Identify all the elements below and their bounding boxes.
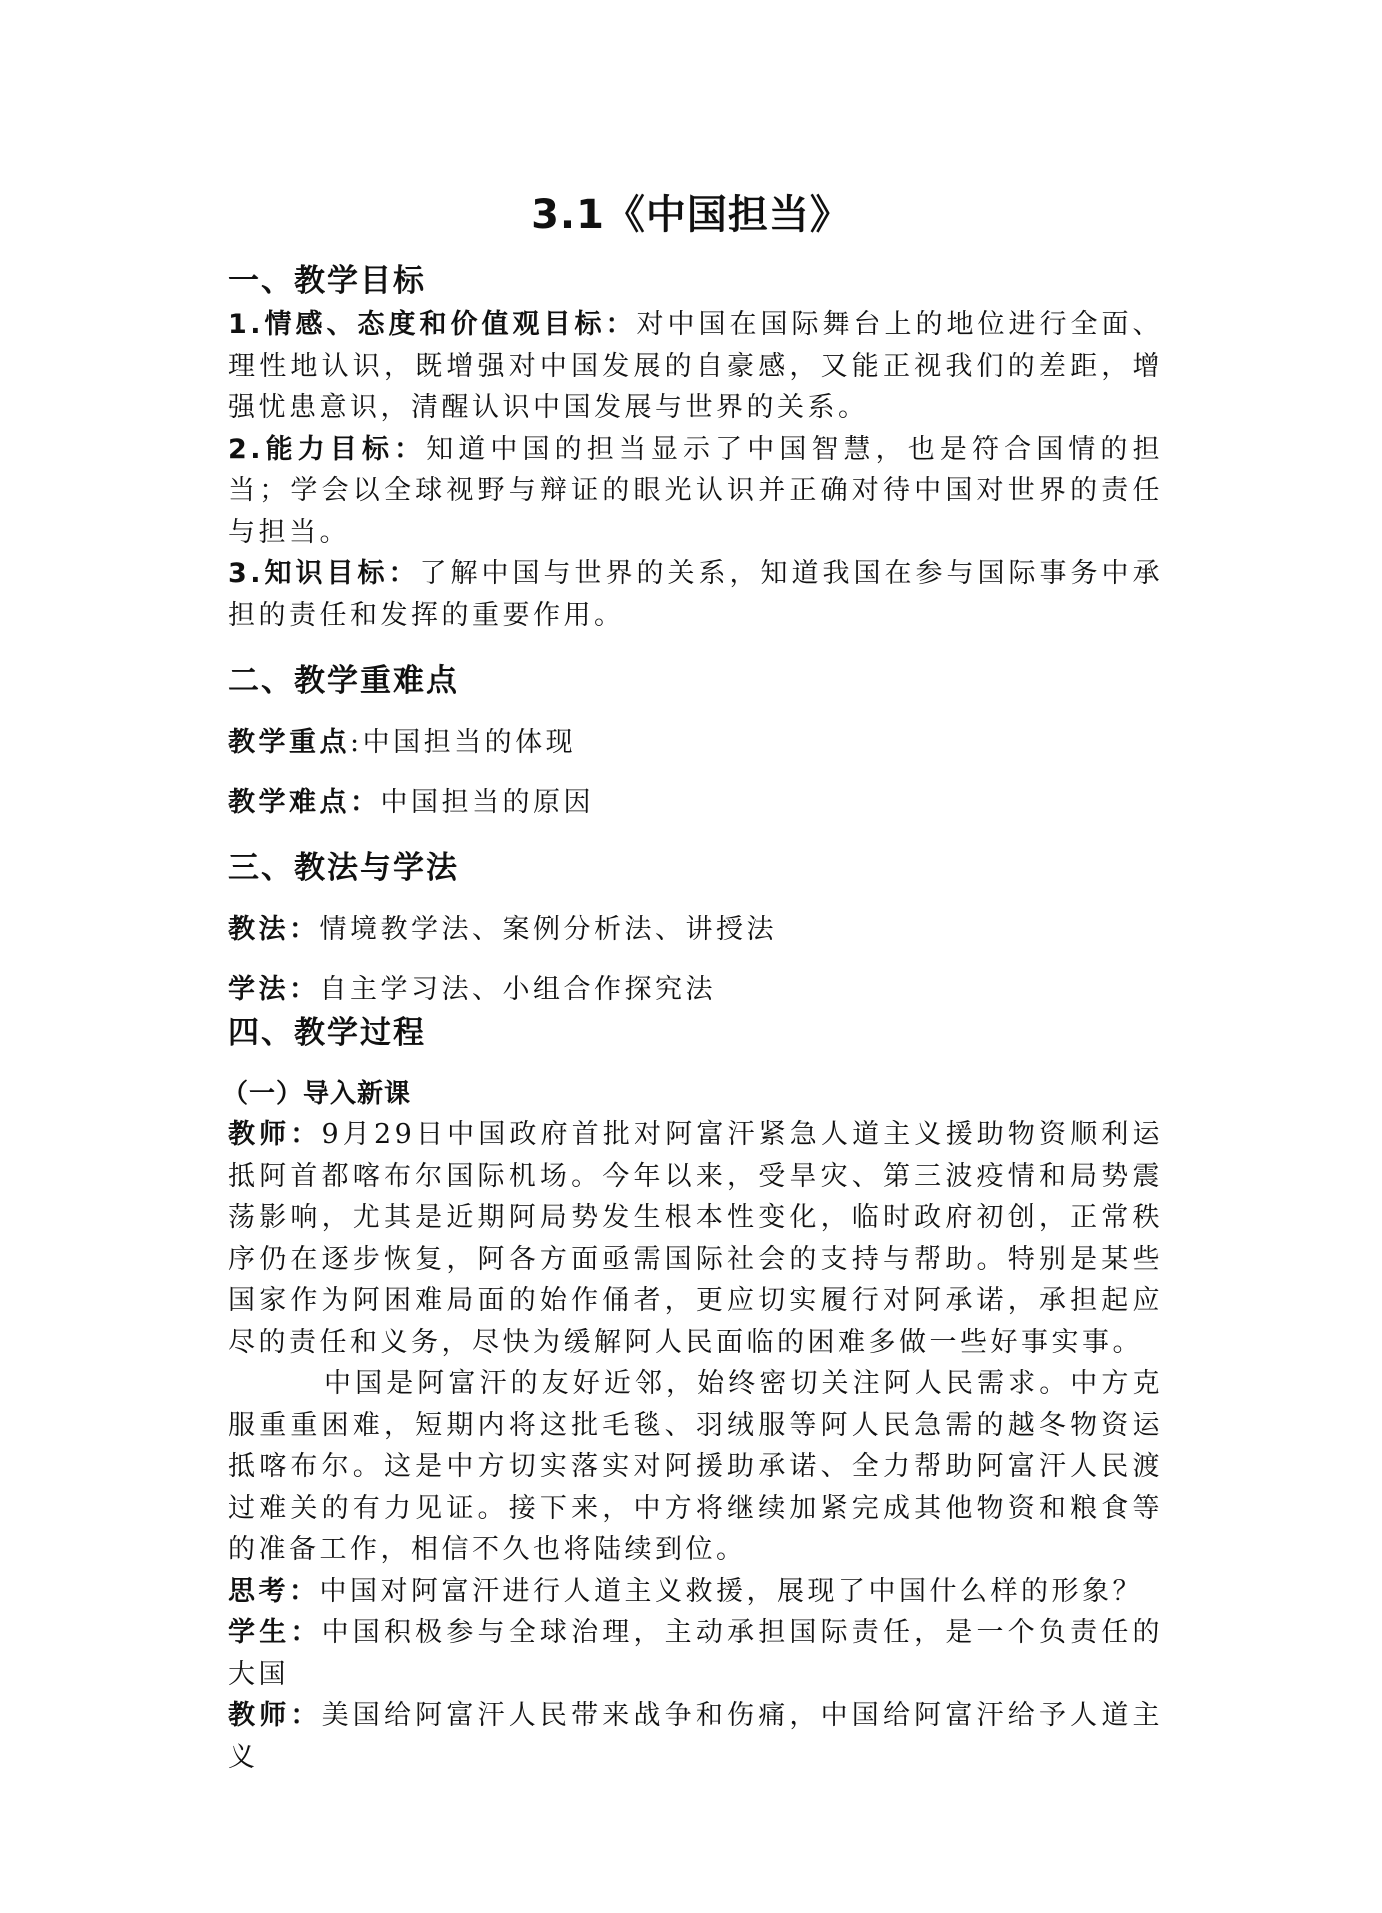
goal-ability-label: 2.能力目标： (228, 433, 427, 465)
think-question (228, 1571, 1163, 1613)
goal-knowledge-label: 3.知识目标： (228, 558, 420, 589)
goal-ability-text: 知道中国的担当显示了中国智慧，也是符合国情的担当；学会以全球视野与辩证的眼光认识并正确对待中国对世界的责任与担当。 (228, 433, 1164, 548)
teacher-label: 教师： (228, 1119, 322, 1150)
section-heading-process: 四、教学过程 (228, 1015, 426, 1051)
teaching-method-text: 情境教学法、案例分析法、讲授法 (319, 914, 777, 945)
document-title: 3.1《中国担当》 (531, 192, 851, 238)
goal-emotion-text: 对中国在国际舞台上的地位进行全面、理性地认识，既增强对中国发展的自豪感，又能正视我们的差距，增强忧患意识，清醒认识中国发展与世界的关系。 (228, 309, 1164, 423)
teacher-label-2: 教师： (228, 1700, 322, 1731)
learning-method-text: 自主学习法、小组合作探究法 (319, 973, 716, 1005)
key-point (228, 722, 1163, 764)
goal-ability (228, 429, 1163, 554)
subsection-heading-intro: （一）导入新课 (222, 1079, 412, 1109)
student-text: 中国积极参与全球治理，主动承担国际责任，是一个负责任的大国 (228, 1617, 1164, 1690)
teaching-method-label: 教法： (228, 914, 320, 945)
teacher-paragraph-2 (228, 1695, 1163, 1778)
student-answer (228, 1612, 1163, 1695)
student-label: 学生： (228, 1617, 322, 1648)
think-text: 中国对阿富汗进行人道主义救援，展现了中国什么样的形象？ (319, 1575, 1143, 1607)
goal-emotion (228, 304, 1163, 429)
section-heading-methods: 三、教法与学法 (228, 850, 459, 886)
document-body (222, 258, 1164, 1778)
difficult-point-text: 中国担当的原因 (380, 786, 594, 818)
section-heading-key-points: 二、教学重难点 (228, 663, 459, 699)
learning-method (228, 969, 1163, 1011)
difficult-point (228, 782, 1163, 824)
teacher-text-2: 美国给阿富汗人民带来战争和伤痛，中国给阿富汗给予人道主义 (228, 1700, 1164, 1773)
key-point-text: 中国担当的体现 (362, 727, 577, 758)
difficult-point-label: 教学难点： (228, 786, 381, 818)
teaching-method (228, 909, 1163, 951)
goal-knowledge-text: 了解中国与世界的关系，知道我国在参与国际事务中承担的责任和发挥的重要作用。 (228, 558, 1164, 631)
key-point-label: 教学重点 (228, 727, 350, 758)
teacher-text: 9月29日中国政府首批对阿富汗紧急人道主义援助物资顺利运抵阿首都喀布尔国际机场。今年以来，受旱灾、第三波疫情和局势震荡影响，尤其是近期阿局势发生根本性变化，临时政府初创，正常秩序仍在逐步恢复，阿各方面亟需国际社会的支持与帮助。特别是某些国家作为阿困难局面的始作俑者，更应切实履行对阿承诺，承担起应尽的责任和义务，尽快为缓解阿人民面临的困难多做一些好事实事。 (228, 1119, 1163, 1358)
goal-emotion-label: 1.情感、态度和价值观目标： (228, 309, 637, 340)
think-label: 思考： (228, 1575, 320, 1607)
body-paragraph: 中国是阿富汗的友好近邻，始终密切关注阿人民需求。中方克服重重困难，短期内将这批毛毯、羽绒服等阿人民急需的越冬物资运抵喀布尔。这是中方切实落实对阿援助承诺、全力帮助阿富汗人民渡过难关的有力见证。接下来，中方将继续加紧完成其他物资和粮食等的准备工作，相信不久也将陆续到位。 (228, 1368, 1163, 1565)
teacher-paragraph-1 (228, 1114, 1163, 1363)
learning-method-label: 学法： (228, 973, 320, 1005)
key-point-colon: : (350, 727, 363, 758)
goal-knowledge (228, 553, 1163, 636)
section-heading-objectives: 一、教学目标 (228, 263, 426, 299)
